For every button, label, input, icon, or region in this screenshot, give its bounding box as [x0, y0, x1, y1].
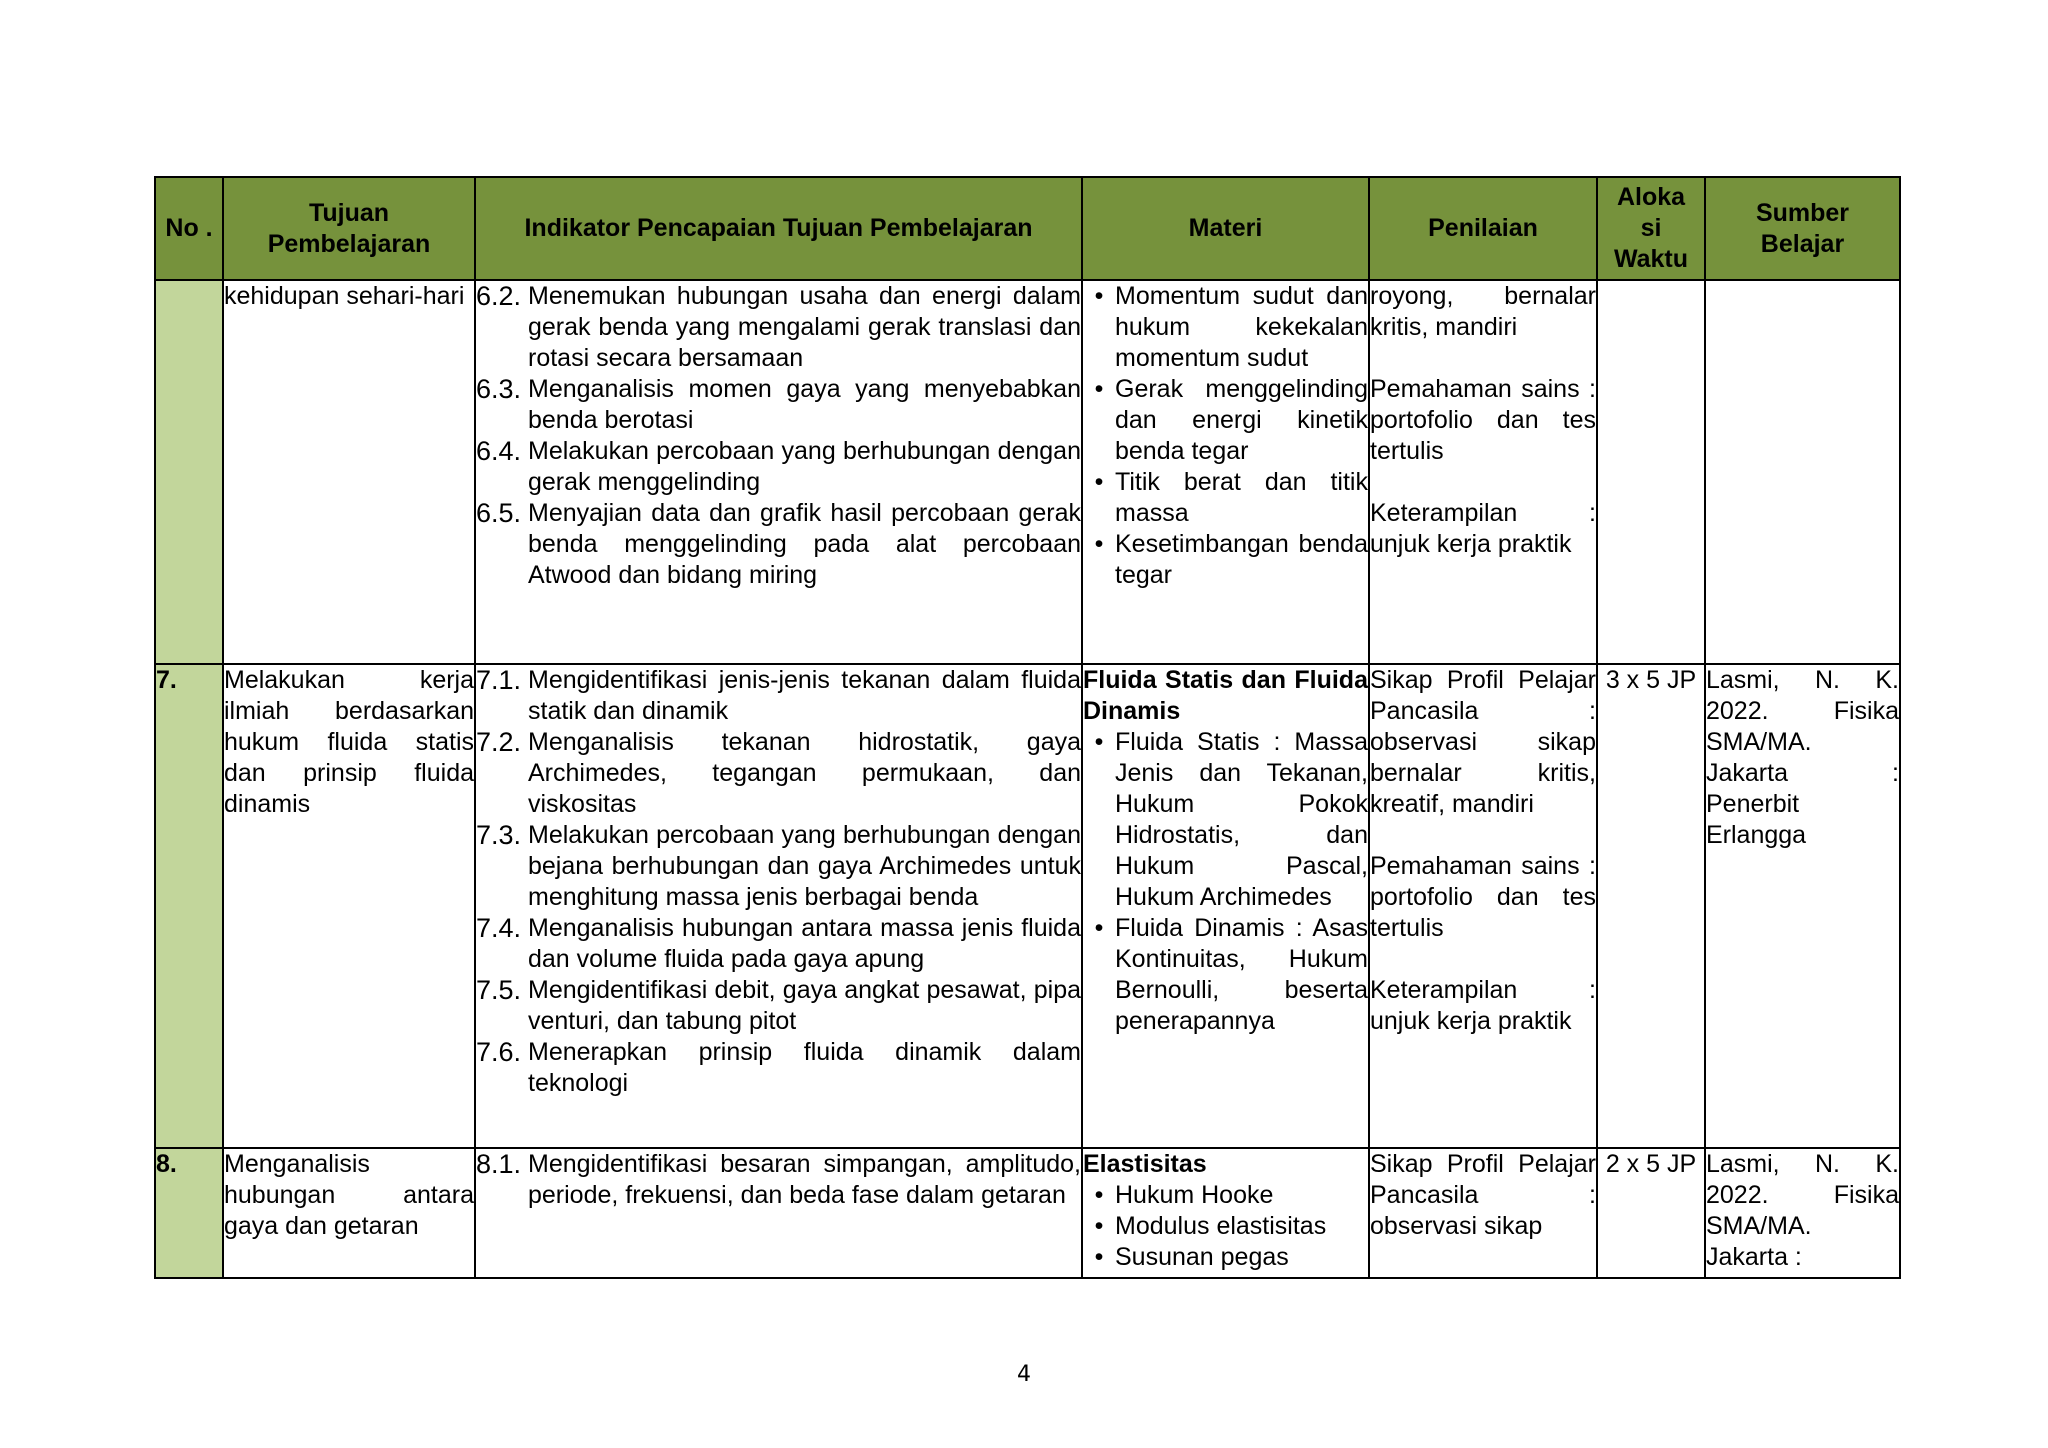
bullet-icon: •: [1094, 530, 1104, 558]
header-no: No .: [155, 177, 223, 280]
material-item: [1083, 727, 1368, 913]
assessment-cell: [1369, 280, 1597, 664]
assessment-item: Keterampilan : unjuk kerja praktik: [1370, 499, 1596, 558]
learning-objective: kehidupan sehari-hari: [223, 280, 475, 664]
material-item: [1083, 1180, 1368, 1211]
indicator-number: 7.5.: [476, 975, 522, 1005]
indicator-text: Melakukan percobaan yang berhubungan dengan bejana berhubungan dan gaya Archimedes untuk menghitung massa jenis berbagai benda: [528, 821, 1081, 911]
indicator-item: [476, 281, 1081, 374]
indicator-number: 6.3.: [476, 374, 522, 404]
bullet-icon: •: [1094, 728, 1104, 756]
learning-source: [1705, 280, 1900, 664]
time-allocation: [1597, 280, 1705, 664]
material-text: Fluida Dinamis : Asas Kontinuitas, Hukum Bernoulli, beserta penerapannya: [1115, 914, 1368, 1035]
assessment-cell: [1369, 1148, 1597, 1278]
learning-objective: Melakukan kerja ilmiah berdasarkan hukum fluida statis dan prinsip fluida dinamis: [223, 664, 475, 1148]
page-number: 4: [1017, 1362, 1031, 1387]
indicator-item: [476, 1149, 1081, 1211]
indicator-cell: [475, 664, 1082, 1148]
material-item: [1083, 374, 1368, 467]
indicator-item: [476, 498, 1081, 591]
row-number: 7.: [155, 664, 223, 1148]
bullet-icon: •: [1094, 914, 1104, 942]
material-cell: [1082, 1148, 1369, 1278]
indicator-cell: [475, 280, 1082, 664]
assessment-item: Pemahaman sains : portofolio dan tes tertulis: [1370, 852, 1596, 942]
assessment-item: Sikap Profil Pelajar Pancasila : observasi sikap bernalar kritis, kreatif, mandiri: [1370, 666, 1596, 818]
material-text: Kesetimbangan benda tegar: [1115, 530, 1368, 589]
material-list: [1083, 727, 1368, 1037]
bullet-icon: •: [1094, 375, 1104, 403]
learning-plan-table: [154, 176, 1901, 1279]
material-text: Fluida Statis : Massa Jenis dan Tekanan, Hukum Pokok Hidrostatis, dan Hukum Pascal, Hukum Archimedes: [1115, 728, 1368, 911]
indicator-text: Mengidentifikasi jenis-jenis tekanan dalam fluida statik dan dinamik: [528, 666, 1081, 725]
header-sumber: Sumber Belajar: [1705, 177, 1900, 280]
indicator-item: [476, 913, 1081, 975]
indicator-text: Menyajian data dan grafik hasil percobaan gerak benda menggelinding pada alat percobaan Atwood dan bidang miring: [528, 499, 1081, 589]
material-text: Hukum Hooke: [1115, 1181, 1274, 1209]
header-indikator: Indikator Pencapaian Tujuan Pembelajaran: [475, 177, 1082, 280]
bullet-icon: •: [1094, 282, 1104, 310]
learning-source: Lasmi, N. K. 2022. Fisika SMA/MA. Jakarta :: [1705, 1148, 1900, 1278]
material-item: [1083, 529, 1368, 591]
material-text: Modulus elastisitas: [1115, 1212, 1327, 1240]
material-item: [1083, 913, 1368, 1037]
material-text: Susunan pegas: [1115, 1243, 1289, 1271]
learning-objective: Menganalisis hubungan antara gaya dan getaran: [223, 1148, 475, 1278]
bullet-icon: •: [1094, 1181, 1104, 1209]
indicator-number: 7.4.: [476, 913, 522, 943]
indicator-text: Menganalisis hubungan antara massa jenis fluida dan volume fluida pada gaya apung: [528, 914, 1081, 973]
table-row: [155, 664, 1900, 1148]
bullet-icon: •: [1094, 468, 1104, 496]
material-text: Momentum sudut dan hukum kekekalan momentum sudut: [1115, 282, 1368, 372]
indicator-text: Melakukan percobaan yang berhubungan dengan gerak menggelinding: [528, 437, 1081, 496]
header-penilaian: Penilaian: [1369, 177, 1597, 280]
indicator-number: 7.3.: [476, 820, 522, 850]
header-materi: Materi: [1082, 177, 1369, 280]
row-number: 8.: [155, 1148, 223, 1278]
material-item: [1083, 1242, 1368, 1273]
material-title: Elastisitas: [1083, 1150, 1207, 1178]
material-item: [1083, 1211, 1368, 1242]
material-text: Gerak menggelinding dan energi kinetik benda tegar: [1115, 375, 1368, 465]
indicator-item: [476, 1037, 1081, 1099]
time-allocation: 3 x 5 JP: [1597, 664, 1705, 1148]
table-row: [155, 280, 1900, 664]
indicator-text: Mengidentifikasi besaran simpangan, amplitudo, periode, frekuensi, dan beda fase dalam getaran: [528, 1150, 1081, 1209]
indicator-number: 7.1.: [476, 665, 522, 695]
indicator-list: [476, 281, 1081, 591]
indicator-number: 8.1.: [476, 1149, 522, 1179]
indicator-text: Mengidentifikasi debit, gaya angkat pesawat, pipa venturi, dan tabung pitot: [528, 976, 1081, 1035]
row-number: [155, 280, 223, 664]
bullet-icon: •: [1094, 1243, 1104, 1271]
indicator-list: [476, 1149, 1081, 1211]
material-list: [1083, 281, 1368, 591]
indicator-item: [476, 436, 1081, 498]
indicator-item: [476, 820, 1081, 913]
indicator-text: Menganalisis tekanan hidrostatik, gaya Archimedes, tegangan permukaan, dan viskositas: [528, 728, 1081, 818]
material-cell: [1082, 280, 1369, 664]
assessment-item: Pemahaman sains : portofolio dan tes tertulis: [1370, 375, 1596, 465]
table-row: [155, 1148, 1900, 1278]
learning-source: Lasmi, N. K. 2022. Fisika SMA/MA. Jakarta : Penerbit Erlangga: [1705, 664, 1900, 1148]
indicator-text: Menerapkan prinsip fluida dinamik dalam teknologi: [528, 1038, 1081, 1097]
assessment-cell: [1369, 664, 1597, 1148]
indicator-text: Menemukan hubungan usaha dan energi dalam gerak benda yang mengalami gerak translasi dan rotasi secara bersamaan: [528, 282, 1081, 372]
indicator-item: [476, 374, 1081, 436]
indicator-text: Menganalisis momen gaya yang menyebabkan benda berotasi: [528, 375, 1081, 434]
indicator-number: 6.2.: [476, 281, 522, 311]
assessment-item: royong, bernalar kritis, mandiri: [1370, 282, 1596, 341]
indicator-item: [476, 665, 1081, 727]
indicator-item: [476, 975, 1081, 1037]
header-alokasi: Aloka si Waktu: [1597, 177, 1705, 280]
indicator-number: 7.6.: [476, 1037, 522, 1067]
indicator-cell: [475, 1148, 1082, 1278]
time-allocation: 2 x 5 JP: [1597, 1148, 1705, 1278]
material-item: [1083, 281, 1368, 374]
indicator-number: 6.4.: [476, 436, 522, 466]
indicator-number: 7.2.: [476, 727, 522, 757]
material-list: [1083, 1180, 1368, 1273]
material-title: Fluida Statis dan Fluida Dinamis: [1083, 666, 1368, 725]
assessment-item: Keterampilan : unjuk kerja praktik: [1370, 976, 1596, 1035]
table-header-row: [155, 177, 1900, 280]
header-tujuan: Tujuan Pembelajaran: [223, 177, 475, 280]
material-item: [1083, 467, 1368, 529]
indicator-number: 6.5.: [476, 498, 522, 528]
assessment-item: Sikap Profil Pelajar Pancasila : observasi sikap: [1370, 1150, 1596, 1240]
indicator-item: [476, 727, 1081, 820]
indicator-list: [476, 665, 1081, 1099]
bullet-icon: •: [1094, 1212, 1104, 1240]
material-cell: [1082, 664, 1369, 1148]
material-text: Titik berat dan titik massa: [1115, 468, 1368, 527]
